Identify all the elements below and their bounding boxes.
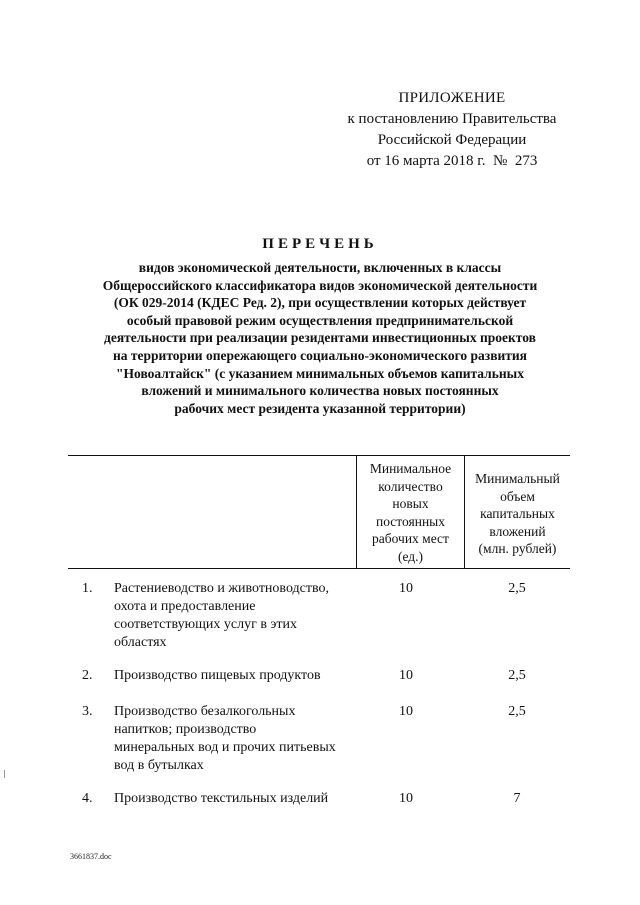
- appendix-date-line: от 16 марта 2018 г. № 273: [366, 153, 538, 169]
- appendix-line: к постановлению Правительства: [347, 111, 557, 127]
- subtitle-line: особый правовой режим осуществления предпринимательской: [126, 312, 514, 328]
- header-text: рабочих мест: [372, 531, 449, 546]
- document-subtitle: [62, 259, 578, 417]
- scan-margin-mark: [4, 770, 5, 778]
- activity-name-line: Производство пищевых продуктов: [114, 668, 321, 683]
- subtitle-line: "Новоалтайск" (с указанием минимальных объемов капитальных: [116, 365, 524, 381]
- row-number: 3.: [82, 704, 93, 719]
- subtitle-line: рабочих мест резидента указанной территории): [174, 400, 466, 416]
- row-number: 1.: [82, 581, 93, 596]
- min-jobs-value: 10: [399, 791, 413, 806]
- min-investment-value: 2,5: [508, 668, 526, 683]
- header-text: Минимальный: [475, 471, 560, 486]
- header-text: новых: [392, 496, 429, 511]
- activity-name: [114, 703, 359, 775]
- header-text: капитальных: [480, 506, 555, 521]
- header-text: Минимальное: [369, 461, 452, 476]
- header-text: количество: [378, 478, 443, 494]
- activity-name-line: вод в бутылках: [114, 758, 204, 773]
- row-number: 4.: [82, 791, 93, 806]
- min-investment-value: 2,5: [508, 704, 526, 719]
- table-header: [68, 455, 570, 569]
- header-text: объем: [500, 488, 535, 504]
- subtitle-line: видов экономической деятельности, включенных в классы: [138, 260, 502, 275]
- activity-name-line: Производство текстильных изделий: [114, 791, 329, 806]
- min-investment-value: 2,5: [508, 581, 526, 596]
- activity-name-line: областях: [114, 635, 167, 650]
- document-filename: 3661837.doc: [70, 852, 112, 861]
- activity-name-line: Растениеводство и животноводство,: [114, 581, 330, 596]
- header-min-investment: [465, 470, 570, 558]
- appendix-title: ПРИЛОЖЕНИЕ: [398, 90, 506, 106]
- subtitle-line: (ОК 029-2014 (КДЕС Ред. 2), при осуществлении которых действует: [113, 295, 527, 311]
- activity-name-line: Производство безалкогольных: [114, 704, 296, 719]
- appendix-line: Российской Федерации: [377, 132, 527, 148]
- document-title: ПЕРЕЧЕНЬ: [262, 236, 378, 252]
- activity-name-line: минеральных вод и прочих питьевых: [114, 740, 336, 755]
- min-investment-value: 7: [513, 791, 521, 806]
- activity-name-line: охота и предоставление: [114, 599, 256, 614]
- subtitle-line: Общероссийского классификатора видов экономической деятельности: [102, 277, 538, 293]
- subtitle-line: деятельности при реализации резидентами инвестиционных проектов: [104, 330, 536, 346]
- min-jobs-value: 10: [399, 704, 413, 719]
- activity-name: [114, 790, 359, 808]
- min-jobs-value: 10: [399, 668, 413, 683]
- header-text: вложений: [489, 523, 546, 539]
- activity-name-line: напитков; производство: [114, 722, 257, 737]
- header-text: (ед.): [397, 548, 424, 564]
- subtitle-line: на территории опережающего социально-экономического развития: [113, 347, 527, 363]
- activity-name: [114, 580, 359, 652]
- subtitle-line: вложений и минимального количества новых постоянных: [141, 383, 499, 399]
- header-text: постоянных: [376, 513, 445, 529]
- activity-name-line: соответствующих услуг в этих: [114, 617, 298, 632]
- header-min-jobs: [357, 460, 464, 565]
- min-jobs-value: 10: [399, 581, 413, 596]
- row-number: 2.: [82, 668, 93, 683]
- header-text: (млн. рублей): [478, 541, 557, 556]
- activity-name: [114, 667, 359, 685]
- appendix-block: [330, 88, 574, 172]
